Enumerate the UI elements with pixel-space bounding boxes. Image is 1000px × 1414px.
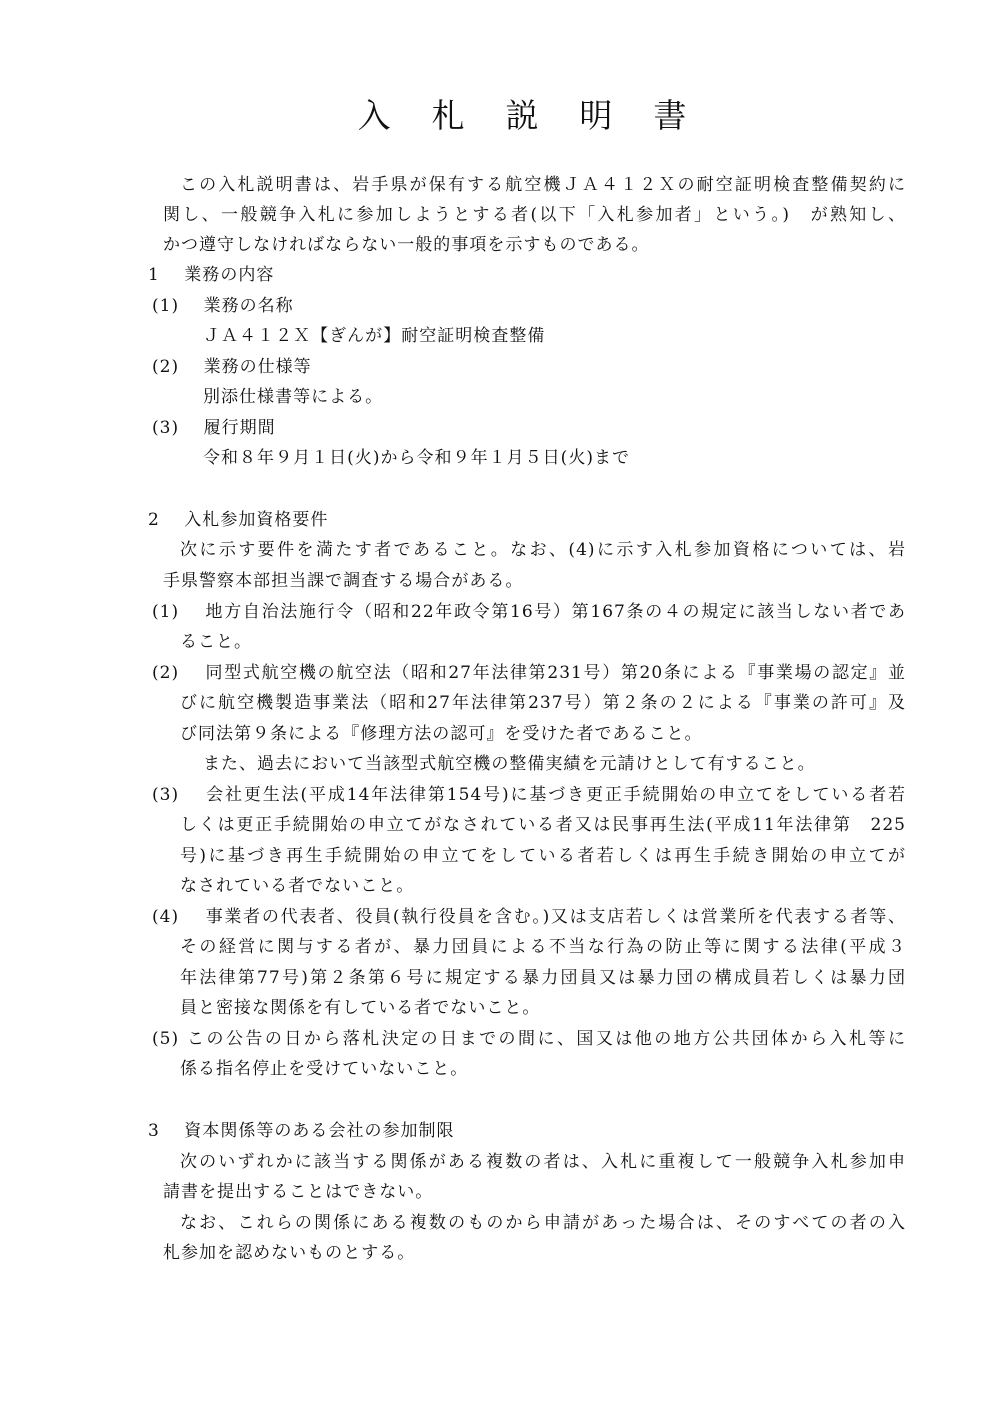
- section3-para1-line-2: 請書を提出することはできない。: [163, 1182, 434, 1202]
- section1-heading: 1 業務の内容: [148, 265, 275, 285]
- section1-item3-value: 令和８年９月１日(火)から令和９年１月５日(火)まで: [203, 448, 631, 468]
- section1-item2-label: (2) 業務の仕様等: [152, 357, 312, 377]
- section2-item3-line-2: しくは更正手続開始の申立てがなされている者又は民事再生法(平成11年法律第 225: [180, 815, 906, 835]
- section3-para2-line-2: 札参加を認めないものとする。: [163, 1243, 416, 1263]
- section3-para2-line-1: なお、これらの関係にある複数のものから申請があった場合は、そのすべての者の入: [180, 1213, 906, 1233]
- section3-heading: 3 資本関係等のある会社の参加制限: [148, 1121, 455, 1141]
- section2-item3-line-1: (3) 会社更生法(平成14年法律第154号)に基づき更正手続開始の申立てをしている者若: [152, 785, 906, 805]
- section2-lead-line-2: 手県警察本部担当課で調査する場合がある。: [163, 571, 524, 591]
- section2-item3-line-4: なされている者でないこと。: [180, 876, 415, 896]
- section2-lead-line-1: 次に示す要件を満たす者であること。なお、(4)に示す入札参加資格については、岩: [180, 540, 906, 560]
- intro-line-3: かつ遵守しなければならない一般的事項を示すものである。: [163, 235, 650, 255]
- section2-item2-line-4: また、過去において当該型式航空機の整備実績を元請けとして有すること。: [203, 754, 816, 774]
- section2-item4-line-1: (4) 事業者の代表者、役員(執行役員を含む。)又は支店若しくは営業所を代表する者等、: [152, 907, 906, 927]
- section2-item5-line-1: (5) この公告の日から落札決定の日までの間に、国又は他の地方公共団体から入札等に: [152, 1029, 906, 1049]
- section1-item1-value: ＪＡ４１２Ｘ【ぎんが】耐空証明検査整備: [203, 326, 546, 346]
- section1-item2-value: 別添仕様書等による。: [203, 387, 384, 407]
- intro-line-2: 関し、一般競争入札に参加しようとする者(以下「入札参加者」という。) が熟知し、: [163, 205, 906, 225]
- section2-item4-line-2: その経営に関与する者が、暴力団員による不当な行為の防止等に関する法律(平成３: [180, 937, 906, 957]
- section2-item2-line-2: びに航空機製造事業法（昭和27年法律第237号）第２条の２による『事業の許可』及: [180, 693, 906, 713]
- section2-item5-line-2: 係る指名停止を受けていないこと。: [180, 1059, 469, 1079]
- section3-para1-line-1: 次のいずれかに該当する関係がある複数の者は、入札に重複して一般競争入札参加申: [180, 1152, 906, 1172]
- section2-item2-line-1: (2) 同型式航空機の航空法（昭和27年法律第231号）第20条による『事業場の認定』並: [152, 663, 906, 683]
- section2-heading: 2 入札参加資格要件: [148, 510, 329, 530]
- document-title: 入 札 説 明 書: [357, 96, 691, 135]
- intro-line-1: この入札説明書は、岩手県が保有する航空機ＪＡ４１２Ｘの耐空証明検査整備契約に: [180, 175, 906, 195]
- section1-item1-label: (1) 業務の名称: [152, 296, 294, 316]
- section2-item1-line-1: (1) 地方自治法施行令（昭和22年政令第16号）第167条の４の規定に該当しない者であ: [152, 602, 906, 622]
- section2-item2-line-3: び同法第９条による『修理方法の認可』を受けた者であること。: [180, 724, 703, 744]
- section2-item4-line-4: 員と密接な関係を有している者でないこと。: [180, 998, 541, 1018]
- section2-item4-line-3: 年法律第77号)第２条第６号に規定する暴力団員又は暴力団の構成員若しくは暴力団: [180, 968, 906, 988]
- section2-item1-line-2: ること。: [180, 632, 253, 652]
- section1-item3-label: (3) 履行期間: [152, 418, 276, 438]
- section2-item3-line-3: 号)に基づき再生手続開始の申立てをしている者若しくは再生手続き開始の申立てが: [180, 846, 906, 866]
